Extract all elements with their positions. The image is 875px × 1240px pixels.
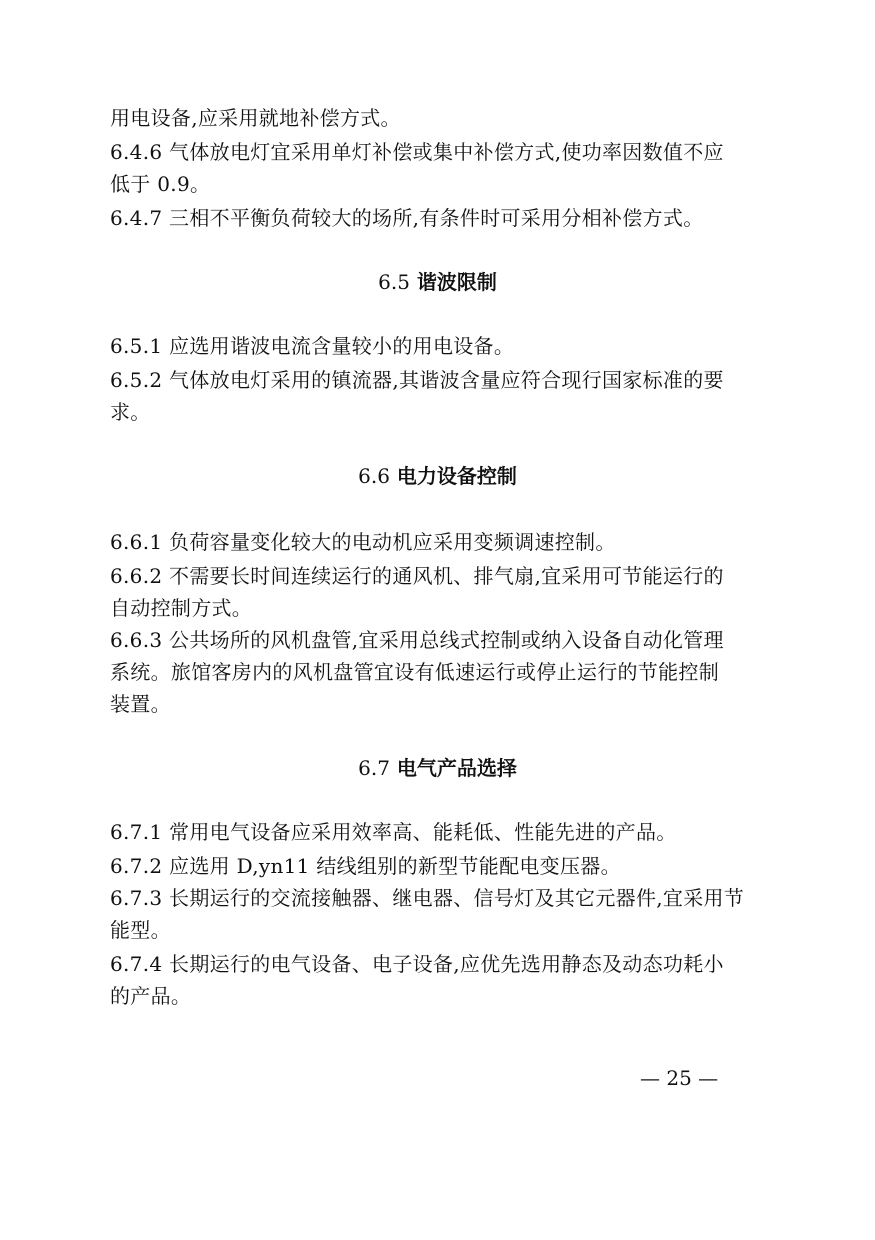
clause-6-4-7: 6.4.7 三相不平衡负荷较大的场所,有条件时可采用分相补偿方式。 (110, 206, 704, 230)
section-title: 电气产品选择 (396, 756, 517, 780)
page-number: — 25 — (640, 1066, 719, 1090)
text-line: 装置。 (110, 692, 171, 716)
section-title: 谐波限制 (416, 270, 497, 294)
text-line: 的产品。 (110, 984, 192, 1008)
clause-6-7-1: 6.7.1 常用电气设备应采用效率高、能耗低、性能先进的产品。 (110, 820, 677, 844)
text-line: 低于 0.9。 (110, 172, 211, 196)
clause-6-6-1: 6.6.1 负荷容量变化较大的电动机应采用变频调速控制。 (110, 530, 616, 554)
section-heading-6-7 (0, 754, 875, 782)
clause-6-7-4: 6.7.4 长期运行的电气设备、电子设备,应优先选用静态及动态功耗小 (110, 952, 724, 976)
section-heading-6-6 (0, 462, 875, 490)
clause-6-5-1: 6.5.1 应选用谐波电流含量较小的用电设备。 (110, 334, 515, 358)
clause-6-5-2: 6.5.2 气体放电灯采用的镇流器,其谐波含量应符合现行国家标准的要 (110, 368, 724, 392)
clause-6-6-2: 6.6.2 不需要长时间连续运行的通风机、排气扇,宜采用可节能运行的 (110, 564, 724, 588)
section-heading-6-5 (0, 268, 875, 296)
section-number: 6.7 (358, 756, 390, 780)
text-line: 能型。 (110, 918, 171, 942)
text-line: 求。 (110, 400, 151, 424)
section-number: 6.5 (378, 270, 410, 294)
clause-6-7-2: 6.7.2 应选用 D,yn11 结线组别的新型节能配电变压器。 (110, 854, 621, 878)
clause-6-4-6: 6.4.6 气体放电灯宜采用单灯补偿或集中补偿方式,使功率因数值不应 (110, 140, 724, 164)
clause-6-6-3: 6.6.3 公共场所的风机盘管,宜采用总线式控制或纳入设备自动化管理 (110, 628, 724, 652)
text-line: 系统。旅馆客房内的风机盘管宜设有低速运行或停止运行的节能控制 (110, 660, 719, 684)
clause-6-7-3: 6.7.3 长期运行的交流接触器、继电器、信号灯及其它元器件,宜采用节 (110, 886, 745, 910)
text-line: 自动控制方式。 (110, 596, 253, 620)
section-title: 电力设备控制 (396, 464, 517, 488)
text-line: 用电设备,应采用就地补偿方式。 (110, 106, 401, 130)
section-number: 6.6 (358, 464, 390, 488)
